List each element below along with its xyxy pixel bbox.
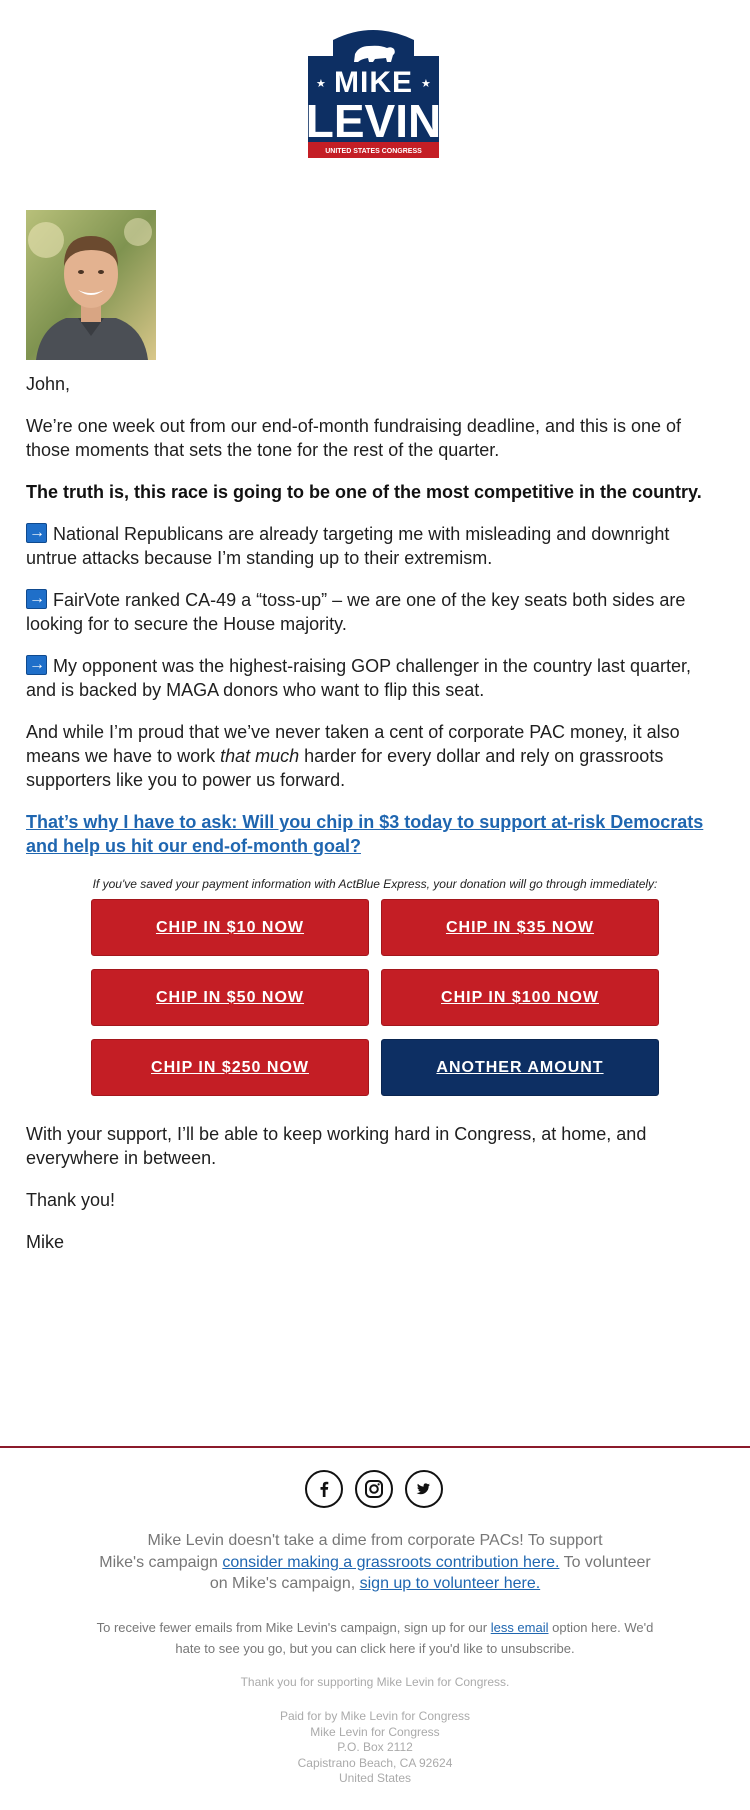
paid-for-disclaimer bbox=[0, 1709, 750, 1787]
paragraph-closing: With your support, I’ll be able to keep working hard in Congress, at home, and everywhere in between. bbox=[26, 1124, 647, 1168]
arrow-right-icon bbox=[26, 655, 47, 675]
pac-message bbox=[0, 1530, 750, 1595]
facebook-link[interactable] bbox=[305, 1470, 343, 1508]
logo-name-line2: LEVIN bbox=[305, 95, 442, 147]
chip-in-50-button[interactable]: CHIP IN $50 NOW bbox=[91, 969, 369, 1026]
fewer-emails-line-1 bbox=[0, 1617, 750, 1638]
thank-you-text: Thank you! bbox=[26, 1190, 116, 1210]
pac-line-2-start: Mike's campaign bbox=[99, 1553, 223, 1571]
pac-line-3-start: on Mike's campaign, bbox=[209, 1575, 360, 1592]
pac-line-1: Mike Levin doesn't take a dime from corporate PACs! To support bbox=[147, 1532, 603, 1549]
pac-text-emphasis: that much bbox=[220, 746, 300, 766]
pac-line-3 bbox=[0, 1573, 750, 1595]
logo-tagline: UNITED STATES CONGRESS bbox=[325, 148, 422, 155]
campaign-logo bbox=[303, 26, 444, 162]
country: United States bbox=[338, 1771, 412, 1785]
chip-in-35-button[interactable]: CHIP IN $35 NOW bbox=[381, 899, 659, 956]
pac-line-2 bbox=[0, 1552, 750, 1574]
paid-for-line: Paid for by Mike Levin for Congress bbox=[279, 1709, 471, 1723]
twitter-link[interactable] bbox=[405, 1470, 443, 1508]
candidate-photo bbox=[26, 210, 156, 360]
paragraph-pac bbox=[26, 720, 716, 792]
org-name: Mike Levin for Congress bbox=[310, 1724, 440, 1739]
bullet-text: My opponent was the highest-raising GOP challenger in the country last quarter, and is backed by MAGA donors who want to flip this seat. bbox=[26, 656, 692, 700]
actblue-express-note: If you've saved your payment information with ActBlue Express, your donation will go through immediately: bbox=[92, 877, 658, 891]
less-email-link[interactable]: less email bbox=[490, 1620, 549, 1635]
logo-name-line1: MIKE bbox=[334, 66, 413, 99]
paragraph-intro: We’re one week out from our end-of-month fundraising deadline, and this is one of those moments that sets the tone for the rest of the quarter. bbox=[26, 416, 682, 460]
another-amount-button[interactable]: ANOTHER AMOUNT bbox=[381, 1039, 659, 1096]
po-box: P.O. Box 2112 bbox=[337, 1740, 413, 1754]
fewer-emails-start: To receive fewer emails from Mike Levin's campaign, sign up for our bbox=[96, 1620, 491, 1635]
arrow-right-icon bbox=[26, 589, 47, 609]
pac-line-2-end: To volunteer bbox=[559, 1553, 651, 1571]
bullet-item bbox=[26, 654, 716, 702]
chip-in-100-button[interactable]: CHIP IN $100 NOW bbox=[381, 969, 659, 1026]
chip-in-250-button[interactable]: CHIP IN $250 NOW bbox=[91, 1039, 369, 1096]
volunteer-link[interactable]: sign up to volunteer here. bbox=[359, 1575, 541, 1592]
email-preferences bbox=[0, 1617, 750, 1659]
social-links bbox=[305, 1468, 445, 1510]
footer-thanks: Thank you for supporting Mike Levin for Congress. bbox=[240, 1675, 510, 1689]
pac-text-start: And while I’m proud that we’ve never taken a cent of corporate PAC money, it also means we have to work bbox=[26, 722, 680, 766]
instagram-link[interactable] bbox=[355, 1470, 393, 1508]
star-icon: ★ bbox=[421, 77, 431, 90]
arrow-right-icon bbox=[26, 523, 47, 543]
facebook-icon bbox=[314, 1479, 334, 1499]
bullet-text: National Republicans are already targeting me with misleading and downright untrue attacks because I’m standing up to their extremism. bbox=[26, 524, 670, 568]
chip-in-10-button[interactable]: CHIP IN $10 NOW bbox=[91, 899, 369, 956]
grassroots-contribution-link[interactable]: consider making a grassroots contribution here. bbox=[222, 1553, 560, 1571]
greeting: John, bbox=[26, 374, 71, 394]
donate-cta-link[interactable]: That’s why I have to ask: Will you chip in $3 today to support at-risk Democrats and help us hit our end-of-month goal? bbox=[26, 812, 704, 856]
twitter-icon bbox=[413, 1478, 435, 1500]
email-closing bbox=[26, 1122, 716, 1272]
footer-divider bbox=[0, 1446, 750, 1448]
unsubscribe-line[interactable]: hate to see you go, but you can click here if you'd like to unsubscribe. bbox=[175, 1641, 575, 1656]
paragraph-bold: The truth is, this race is going to be one of the most competitive in the country. bbox=[26, 482, 702, 502]
star-icon: ★ bbox=[316, 77, 326, 90]
bullet-item bbox=[26, 588, 716, 636]
email-body bbox=[26, 372, 716, 876]
fewer-emails-end: option here. We'd bbox=[548, 1620, 654, 1635]
bullet-item bbox=[26, 522, 716, 570]
instagram-icon bbox=[363, 1478, 385, 1500]
city-state-zip: Capistrano Beach, CA 92624 bbox=[297, 1755, 453, 1770]
pac-text-end: harder for every dollar and rely on grassroots supporters like you to power us forward. bbox=[26, 746, 664, 790]
bullet-text: FairVote ranked CA-49 a “toss-up” – we are one of the key seats both sides are looking for to secure the House majority. bbox=[26, 590, 686, 634]
signoff: Mike bbox=[26, 1232, 65, 1252]
